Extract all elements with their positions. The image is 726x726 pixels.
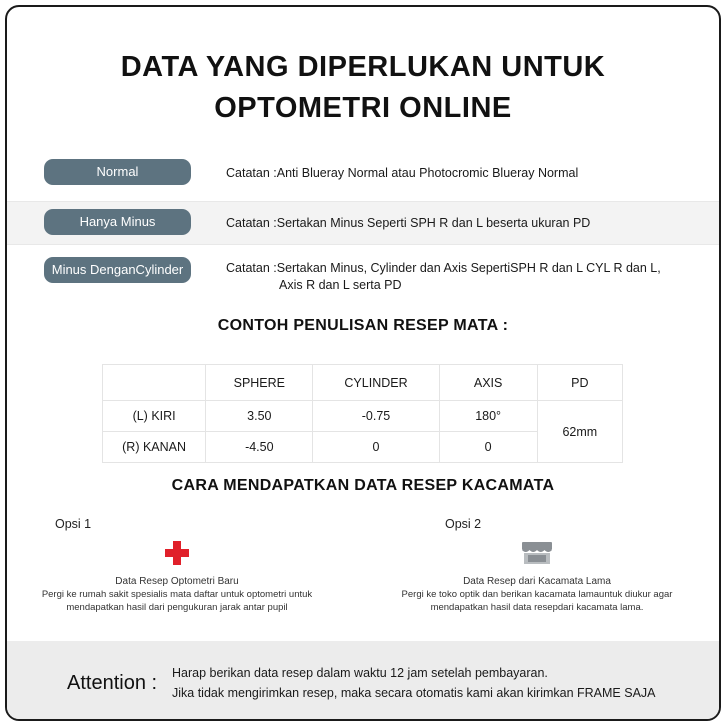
medical-cross-icon	[164, 540, 190, 571]
cell-eye: (L) KIRI	[103, 401, 206, 432]
cell-sphere: -4.50	[206, 432, 313, 463]
label-pill-cylinder: Minus DenganCylinder	[44, 257, 191, 283]
note-text-cylinder-line1: Catatan :Sertakan Minus, Cylinder dan Axis SepertiSPH R dan L CYL R dan L,	[226, 261, 661, 275]
option-2-label: Opsi 2	[445, 517, 482, 531]
option-1-title: Data Resep Optometri Baru	[115, 576, 239, 587]
note-text-cylinder	[226, 260, 661, 294]
header-cell-pd: PD	[537, 365, 622, 401]
store-icon	[520, 540, 554, 571]
attention-label: Attention :	[67, 672, 158, 694]
table-header-row	[103, 365, 623, 401]
label-pill-minus: Hanya Minus	[44, 209, 191, 235]
option-2-title: Data Resep dari Kacamata Lama	[463, 576, 611, 587]
cell-sphere: 3.50	[206, 401, 313, 432]
cell-pd: 62mm	[537, 401, 622, 463]
page-title	[7, 47, 719, 129]
label-pill-normal: Normal	[44, 159, 191, 185]
table-row	[103, 401, 623, 432]
note-row-cylinder	[7, 250, 719, 300]
option-1-description	[17, 575, 337, 614]
note-text-cylinder-line2: Axis R dan L serta PD	[279, 278, 402, 292]
cell-axis: 180°	[439, 401, 537, 432]
option-2-line1: Pergi ke toko optik dan berikan kacamata lamauntuk diukur agar	[401, 589, 673, 600]
how-heading: CARA MENDAPATKAN DATA RESEP KACAMATA	[7, 477, 719, 495]
option-2-description	[382, 575, 692, 614]
cell-cylinder: -0.75	[313, 401, 439, 432]
header-cell-cylinder: CYLINDER	[313, 365, 439, 401]
option-1-line1: Pergi ke rumah sakit spesialis mata daftar untuk optometri untuk	[41, 589, 313, 600]
title-line-2: OPTOMETRI ONLINE	[214, 92, 512, 124]
note-text-minus: Catatan :Sertakan Minus Seperti SPH R dan L beserta ukuran PD	[226, 216, 591, 230]
header-cell-axis: AXIS	[439, 365, 537, 401]
attention-line2: Jika tidak mengirimkan resep, maka secara otomatis kami akan kirimkan FRAME SAJA	[172, 686, 656, 700]
attention-text	[172, 663, 656, 703]
option-2-line2: mendapatkan hasil data resepdari kacamata lama.	[430, 602, 644, 613]
header-cell-sphere: SPHERE	[206, 365, 313, 401]
prescription-table	[102, 364, 623, 463]
note-text-normal: Catatan :Anti Blueray Normal atau Photocromic Blueray Normal	[226, 166, 579, 180]
example-heading: CONTOH PENULISAN RESEP MATA :	[7, 317, 719, 335]
note-row-normal	[7, 152, 719, 194]
info-card	[5, 5, 721, 721]
cell-cylinder: 0	[313, 432, 439, 463]
option-1-line2: mendapatkan hasil dari pengukuran jarak antar pupil	[66, 602, 288, 613]
note-row-minus	[7, 201, 719, 245]
header-cell-empty	[103, 365, 206, 401]
cell-axis: 0	[439, 432, 537, 463]
attention-bar	[7, 641, 719, 719]
option-1-label: Opsi 1	[55, 517, 92, 531]
attention-line1: Harap berikan data resep dalam waktu 12 jam setelah pembayaran.	[172, 666, 548, 680]
title-line-1: DATA YANG DIPERLUKAN UNTUK	[120, 51, 606, 83]
cell-eye: (R) KANAN	[103, 432, 206, 463]
